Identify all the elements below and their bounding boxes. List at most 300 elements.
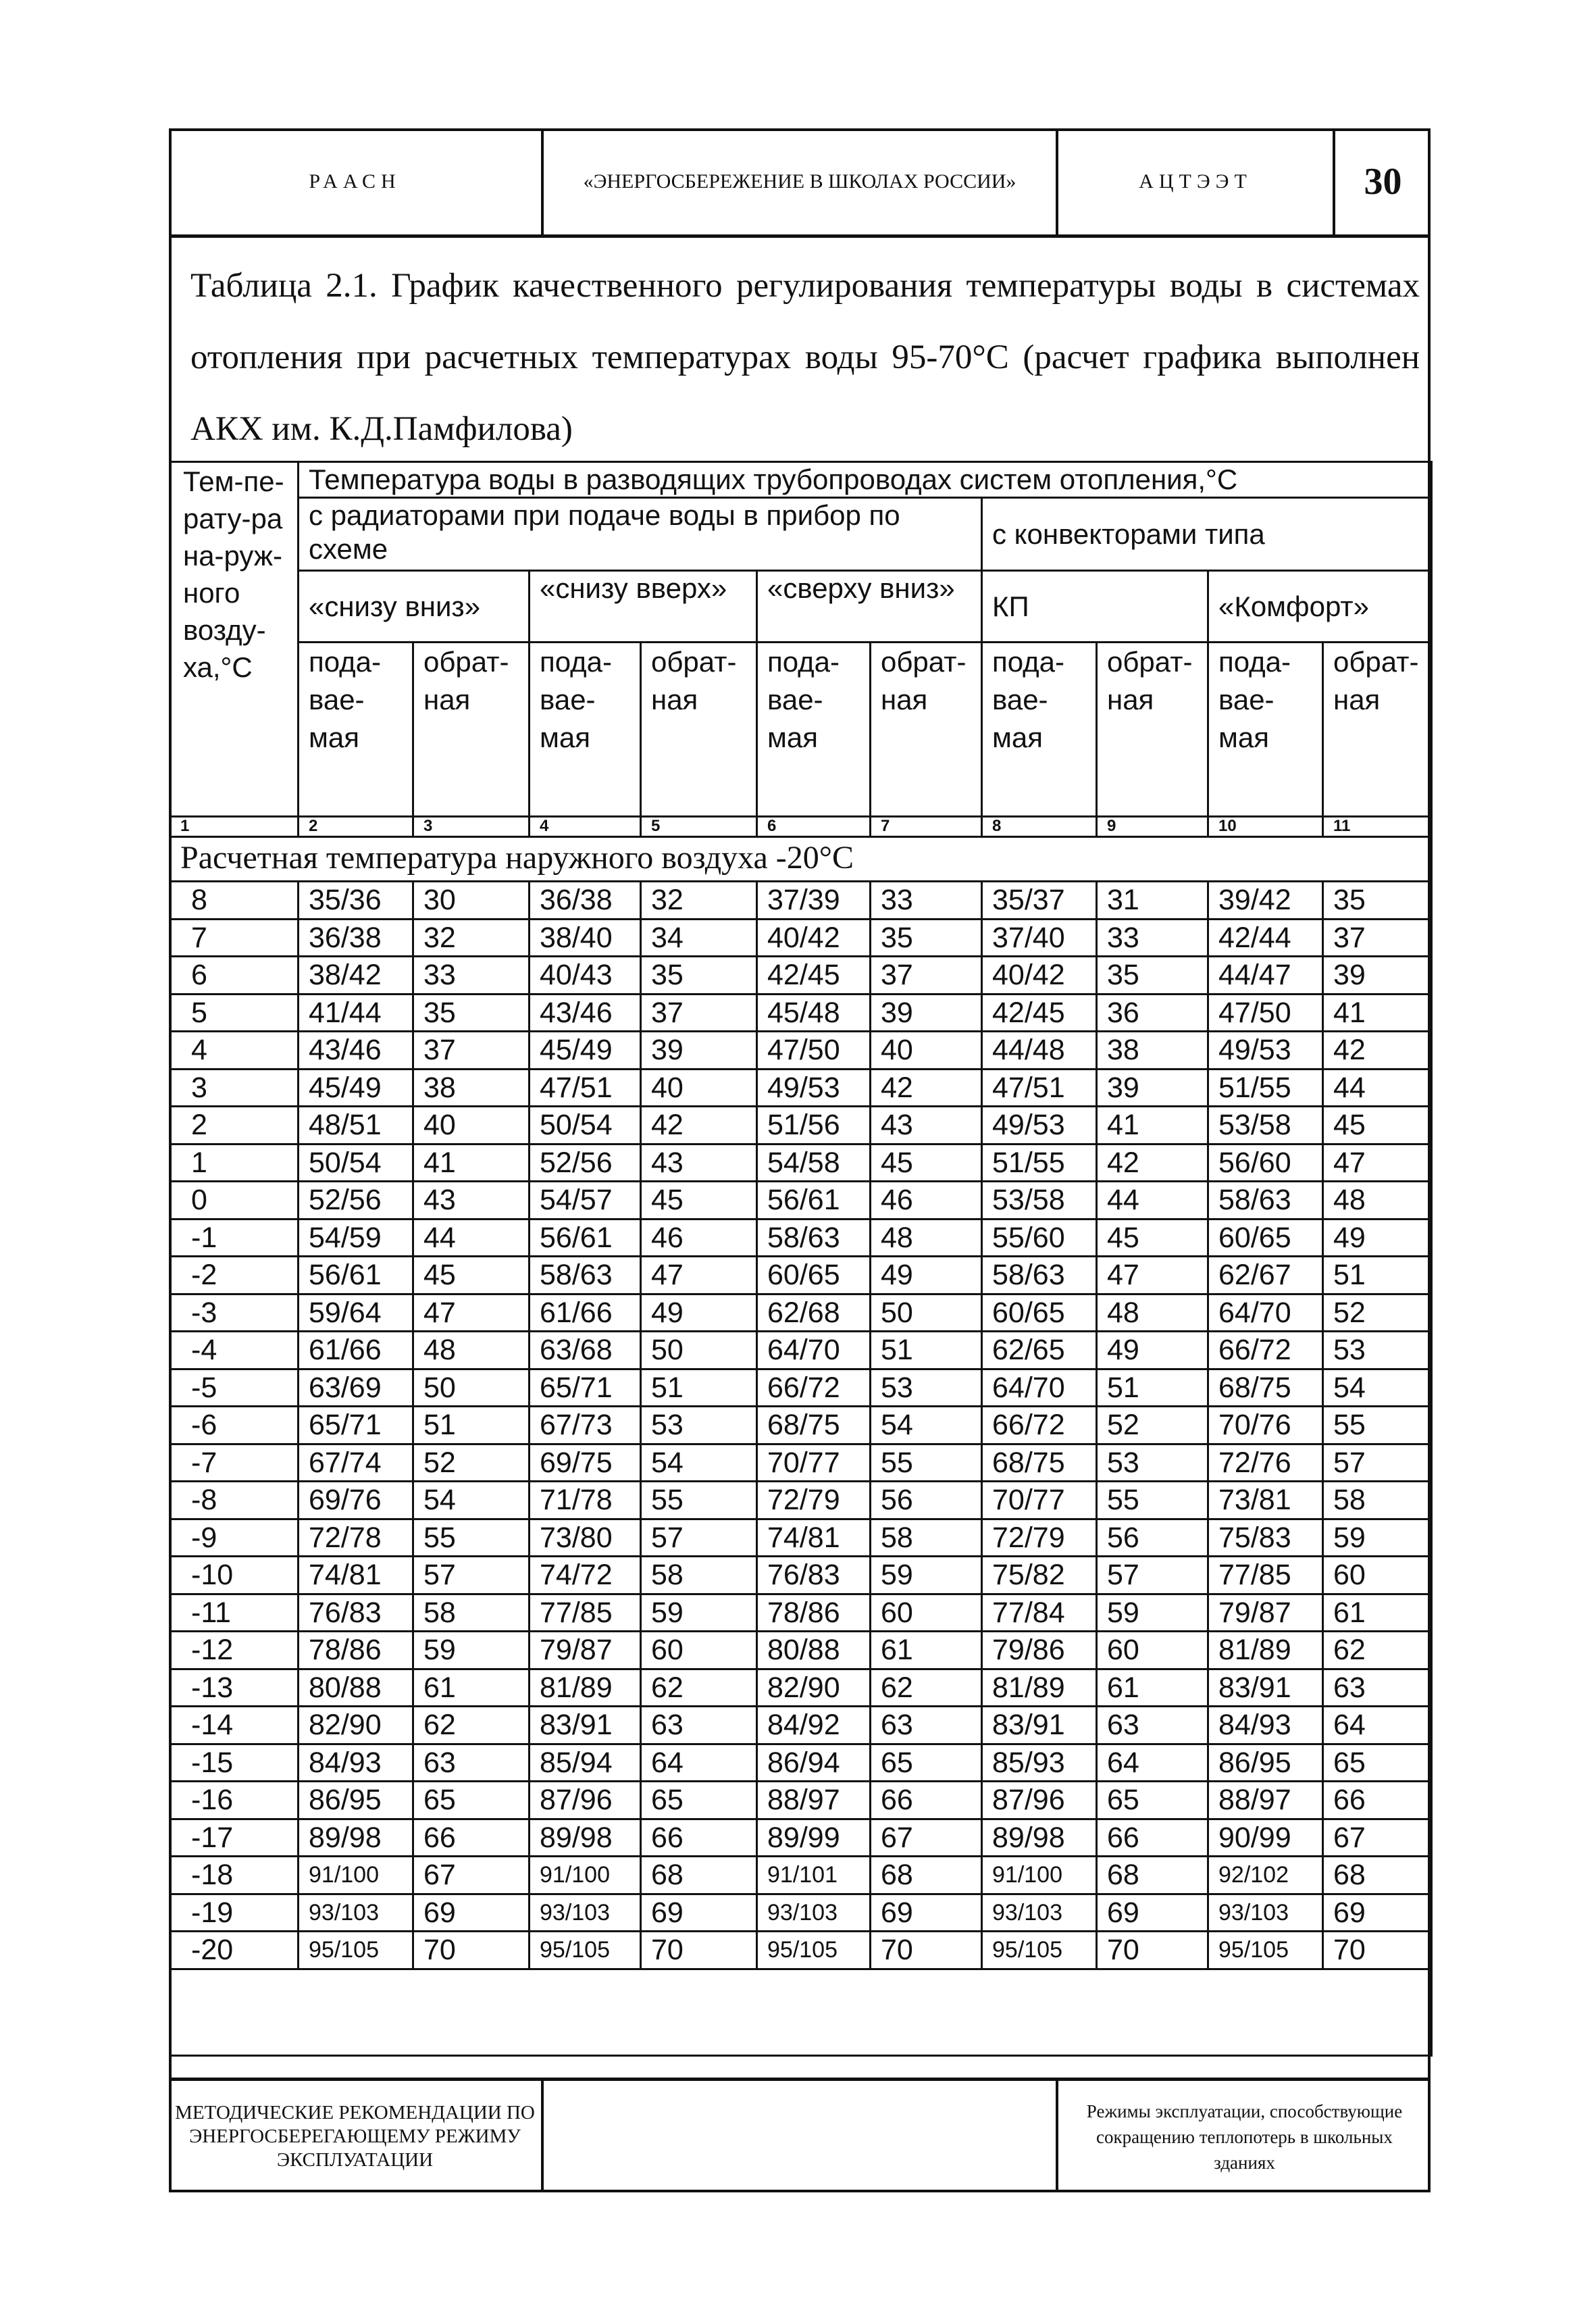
supply-header: пода-вае-мая	[1208, 643, 1323, 817]
temp-cell: 66	[641, 1819, 757, 1857]
temp-cell: 44	[1097, 1182, 1208, 1219]
table-row	[170, 1332, 1432, 1369]
temp-cell: 69/75	[530, 1444, 641, 1482]
temp-cell: 80/88	[757, 1632, 871, 1669]
outdoor-temp-cell: -17	[170, 1819, 299, 1857]
temp-cell: 55	[871, 1444, 982, 1482]
outdoor-temp-cell: -10	[170, 1557, 299, 1594]
outdoor-temp-cell: 8	[170, 882, 299, 920]
temp-cell: 51	[1097, 1369, 1208, 1407]
temp-cell: 47	[1097, 1257, 1208, 1294]
temp-cell: 37/39	[757, 882, 871, 920]
table-row	[170, 1069, 1432, 1107]
table-row	[170, 1257, 1432, 1294]
temp-cell: 61	[871, 1632, 982, 1669]
outdoor-temp-cell: -8	[170, 1482, 299, 1519]
temp-cell: 69	[871, 1894, 982, 1932]
temp-cell: 79/86	[982, 1632, 1097, 1669]
temp-cell: 35/37	[982, 882, 1097, 920]
page-header	[169, 128, 1431, 238]
temp-cell: 59	[413, 1632, 530, 1669]
temp-cell: 37	[1323, 919, 1432, 957]
temp-cell: 36/38	[299, 919, 413, 957]
temp-cell: 51	[641, 1369, 757, 1407]
temp-cell: 45	[1323, 1107, 1432, 1145]
temp-cell: 51	[871, 1332, 982, 1369]
temp-cell: 32	[413, 919, 530, 957]
temp-cell: 65	[413, 1782, 530, 1819]
sub-header-2: «снизу вверх»	[530, 571, 757, 643]
temp-cell: 70/76	[1208, 1407, 1323, 1444]
temp-cell: 72/79	[982, 1519, 1097, 1557]
temp-cell: 47/51	[982, 1069, 1097, 1107]
temp-cell: 35/36	[299, 882, 413, 920]
table-row	[170, 1294, 1432, 1332]
temp-cell: 62	[871, 1669, 982, 1707]
page-footer	[169, 2078, 1431, 2192]
temp-cell: 67	[413, 1857, 530, 1894]
temp-cell: 47	[413, 1294, 530, 1332]
temp-cell: 74/81	[299, 1557, 413, 1594]
temp-cell: 68	[1323, 1857, 1432, 1894]
temp-cell: 65/71	[299, 1407, 413, 1444]
temp-cell: 65	[871, 1744, 982, 1782]
temp-cell: 67/74	[299, 1444, 413, 1482]
table-row	[170, 1519, 1432, 1557]
temp-cell: 67	[871, 1819, 982, 1857]
temp-cell: 86/95	[299, 1782, 413, 1819]
temp-cell: 70	[871, 1932, 982, 1969]
temp-cell: 66	[1323, 1782, 1432, 1819]
temp-cell: 91/101	[757, 1857, 871, 1894]
temp-cell: 69	[641, 1894, 757, 1932]
temp-cell: 77/84	[982, 1594, 1097, 1632]
return-header: обрат-ная	[1097, 643, 1208, 817]
temp-cell: 39	[641, 1032, 757, 1070]
temp-cell: 73/81	[1208, 1482, 1323, 1519]
outdoor-temp-cell: -12	[170, 1632, 299, 1669]
temp-cell: 38	[413, 1069, 530, 1107]
temp-cell: 66/72	[982, 1407, 1097, 1444]
temp-cell: 86/95	[1208, 1744, 1323, 1782]
temp-cell: 50/54	[530, 1107, 641, 1145]
table-row	[170, 1632, 1432, 1669]
temp-cell: 30	[413, 882, 530, 920]
temp-cell: 53	[871, 1369, 982, 1407]
temp-cell: 33	[871, 882, 982, 920]
outdoor-temp-cell: -1	[170, 1219, 299, 1257]
temp-cell: 35	[871, 919, 982, 957]
table-row	[170, 1407, 1432, 1444]
temp-cell: 70	[413, 1932, 530, 1969]
temp-cell: 43	[871, 1107, 982, 1145]
temp-cell: 49	[871, 1257, 982, 1294]
temp-cell: 77/85	[530, 1594, 641, 1632]
temp-cell: 90/99	[1208, 1819, 1323, 1857]
outdoor-temp-cell: 5	[170, 994, 299, 1032]
temp-cell: 43/46	[299, 1032, 413, 1070]
temp-cell: 54/58	[757, 1144, 871, 1182]
temp-cell: 53/58	[1208, 1107, 1323, 1145]
temp-cell: 53	[1097, 1444, 1208, 1482]
table-row	[170, 1182, 1432, 1219]
table-row	[170, 994, 1432, 1032]
outdoor-temp-cell: -5	[170, 1369, 299, 1407]
temp-cell: 34	[641, 919, 757, 957]
temp-cell: 60/65	[982, 1294, 1097, 1332]
temp-cell: 91/100	[299, 1857, 413, 1894]
temp-cell: 35	[641, 957, 757, 995]
temp-cell: 95/105	[299, 1932, 413, 1969]
temp-cell: 62	[413, 1707, 530, 1744]
group-radiators-header: с радиаторами при подаче воды в прибор по схеме	[299, 498, 982, 571]
temp-cell: 48	[1097, 1294, 1208, 1332]
footer-middle	[544, 2081, 1058, 2192]
temp-cell: 42	[871, 1069, 982, 1107]
temp-cell: 50/54	[299, 1144, 413, 1182]
temp-cell: 58	[413, 1594, 530, 1632]
temp-cell: 93/103	[299, 1894, 413, 1932]
column-number: 7	[871, 817, 982, 837]
temp-cell: 36	[1097, 994, 1208, 1032]
temp-cell: 47/50	[757, 1032, 871, 1070]
temp-cell: 72/79	[757, 1482, 871, 1519]
temp-cell: 72/78	[299, 1519, 413, 1557]
temp-cell: 58	[871, 1519, 982, 1557]
temp-cell: 89/99	[757, 1819, 871, 1857]
temp-cell: 83/91	[982, 1707, 1097, 1744]
temp-cell: 47/50	[1208, 994, 1323, 1032]
temp-cell: 32	[641, 882, 757, 920]
temp-cell: 57	[1097, 1557, 1208, 1594]
temp-cell: 53	[641, 1407, 757, 1444]
temp-cell: 54/57	[530, 1182, 641, 1219]
temp-cell: 70/77	[757, 1444, 871, 1482]
temp-cell: 68/75	[982, 1444, 1097, 1482]
outdoor-temp-cell: 2	[170, 1107, 299, 1145]
temp-cell: 66	[413, 1819, 530, 1857]
temp-cell: 44	[413, 1219, 530, 1257]
return-header: обрат-ная	[413, 643, 530, 817]
temp-cell: 82/90	[757, 1669, 871, 1707]
temp-cell: 35	[413, 994, 530, 1032]
temp-cell: 49/53	[1208, 1032, 1323, 1070]
temp-cell: 49/53	[757, 1069, 871, 1107]
temp-cell: 45	[871, 1144, 982, 1182]
temp-cell: 68	[1097, 1857, 1208, 1894]
column-number: 5	[641, 817, 757, 837]
table-row	[170, 1707, 1432, 1744]
temp-cell: 83/91	[530, 1707, 641, 1744]
temp-cell: 59	[1097, 1594, 1208, 1632]
column-number-row	[170, 817, 1432, 837]
temp-cell: 60	[1097, 1632, 1208, 1669]
table-row	[170, 1744, 1432, 1782]
temp-cell: 64/70	[757, 1332, 871, 1369]
temp-cell: 46	[871, 1182, 982, 1219]
table-caption: Таблица 2.1. График качественного регулирования температуры воды в системах отопления при расчетных температурах воды 95-70°С (расчет графика выполнен АКХ им. К.Д.Памфилова)	[190, 267, 1420, 448]
temp-cell: 51	[413, 1407, 530, 1444]
supply-header: пода-вае-мая	[530, 643, 641, 817]
table-row	[170, 882, 1432, 920]
temp-cell: 82/90	[299, 1707, 413, 1744]
temp-cell: 49	[1323, 1219, 1432, 1257]
temp-cell: 95/105	[1208, 1932, 1323, 1969]
col-water-header: Температура воды в разводящих трубопроводах систем отопления,°С	[299, 462, 1432, 498]
temp-cell: 70/77	[982, 1482, 1097, 1519]
temp-cell: 33	[413, 957, 530, 995]
header-org: РААСН	[169, 128, 544, 234]
sub-header-1: «снизу вниз»	[299, 571, 530, 643]
temp-cell: 40	[641, 1069, 757, 1107]
temp-cell: 35	[1323, 882, 1432, 920]
section-title: Расчетная температура наружного воздуха -20°С	[170, 837, 1432, 882]
table-row	[170, 1782, 1432, 1819]
temp-cell: 69	[413, 1894, 530, 1932]
temp-cell: 71/78	[530, 1482, 641, 1519]
outdoor-temp-cell: 1	[170, 1144, 299, 1182]
temp-cell: 93/103	[1208, 1894, 1323, 1932]
outdoor-temp-cell: -7	[170, 1444, 299, 1482]
column-number: 4	[530, 817, 641, 837]
temp-cell: 63	[871, 1707, 982, 1744]
temp-cell: 68	[641, 1857, 757, 1894]
temp-cell: 45/49	[299, 1069, 413, 1107]
temp-cell: 70	[1097, 1932, 1208, 1969]
data-rows	[170, 882, 1432, 1969]
temp-cell: 59	[641, 1594, 757, 1632]
temp-cell: 76/83	[757, 1557, 871, 1594]
temp-cell: 52	[1097, 1407, 1208, 1444]
temp-cell: 38	[1097, 1032, 1208, 1070]
outdoor-temp-cell: -20	[170, 1932, 299, 1969]
temp-cell: 49/53	[982, 1107, 1097, 1145]
temp-cell: 64	[641, 1744, 757, 1782]
temp-cell: 50	[871, 1294, 982, 1332]
outdoor-temp-cell: 7	[170, 919, 299, 957]
temp-cell: 60/65	[757, 1257, 871, 1294]
temp-cell: 45	[641, 1182, 757, 1219]
temp-cell: 42	[1097, 1144, 1208, 1182]
temp-cell: 56	[871, 1482, 982, 1519]
table-row	[170, 1557, 1432, 1594]
temp-cell: 60	[1323, 1557, 1432, 1594]
table-row	[170, 1594, 1432, 1632]
page-number: 30	[1364, 160, 1402, 203]
temp-cell: 81/89	[982, 1669, 1097, 1707]
outdoor-temp-cell: -4	[170, 1332, 299, 1369]
temp-cell: 72/76	[1208, 1444, 1323, 1482]
temp-cell: 69/76	[299, 1482, 413, 1519]
temp-cell: 52/56	[299, 1182, 413, 1219]
temp-cell: 65	[1097, 1782, 1208, 1819]
outdoor-temp-cell: -11	[170, 1594, 299, 1632]
supply-header: пода-вае-мая	[757, 643, 871, 817]
temp-cell: 48/51	[299, 1107, 413, 1145]
temp-cell: 55	[1097, 1482, 1208, 1519]
temp-cell: 80/88	[299, 1669, 413, 1707]
table-row	[170, 1482, 1432, 1519]
column-number: 9	[1097, 817, 1208, 837]
temp-cell: 81/89	[530, 1669, 641, 1707]
temp-cell: 39	[1097, 1069, 1208, 1107]
temp-cell: 45	[1097, 1219, 1208, 1257]
supply-header: пода-вае-мая	[982, 643, 1097, 817]
temp-cell: 44	[1323, 1069, 1432, 1107]
temp-cell: 52	[1323, 1294, 1432, 1332]
col-outdoor-header: Тем-пе-рату-ра на-руж-ного возду-ха,°С	[170, 462, 299, 817]
temp-cell: 85/94	[530, 1744, 641, 1782]
temp-cell: 54/59	[299, 1219, 413, 1257]
temp-cell: 84/93	[1208, 1707, 1323, 1744]
temp-cell: 93/103	[530, 1894, 641, 1932]
outdoor-temp-cell: -16	[170, 1782, 299, 1819]
temp-cell: 40/42	[757, 919, 871, 957]
temp-cell: 62	[1323, 1632, 1432, 1669]
temp-cell: 60	[871, 1594, 982, 1632]
temp-cell: 48	[1323, 1182, 1432, 1219]
temp-cell: 95/105	[530, 1932, 641, 1969]
temp-cell: 64	[1097, 1744, 1208, 1782]
outdoor-temp-cell: 4	[170, 1032, 299, 1070]
table-row	[170, 1032, 1432, 1070]
temp-cell: 57	[1323, 1444, 1432, 1482]
temp-cell: 61	[1097, 1669, 1208, 1707]
temp-cell: 59	[871, 1557, 982, 1594]
temp-cell: 68/75	[1208, 1369, 1323, 1407]
temp-cell: 58/63	[1208, 1182, 1323, 1219]
temp-cell: 67/73	[530, 1407, 641, 1444]
temp-cell: 39	[1323, 957, 1432, 995]
temp-cell: 69	[1097, 1894, 1208, 1932]
temp-cell: 78/86	[299, 1632, 413, 1669]
temp-cell: 63	[1323, 1669, 1432, 1707]
footer-left: МЕТОДИЧЕСКИЕ РЕКОМЕНДАЦИИ ПО ЭНЕРГОСБЕРЕГАЮЩЕМУ РЕЖИМУ ЭКСПЛУАТАЦИИ	[169, 2081, 544, 2192]
temp-cell: 55	[641, 1482, 757, 1519]
temp-cell: 56/61	[299, 1257, 413, 1294]
blank-row	[170, 1969, 1432, 2055]
temp-cell: 48	[871, 1219, 982, 1257]
temp-cell: 37	[871, 957, 982, 995]
temp-cell: 63	[413, 1744, 530, 1782]
temp-cell: 93/103	[757, 1894, 871, 1932]
table-row	[170, 1932, 1432, 1969]
temp-cell: 63/68	[530, 1332, 641, 1369]
temp-cell: 38/40	[530, 919, 641, 957]
temp-cell: 84/92	[757, 1707, 871, 1744]
temp-cell: 73/80	[530, 1519, 641, 1557]
temp-cell: 45/48	[757, 994, 871, 1032]
outdoor-temp-cell: -18	[170, 1857, 299, 1894]
temp-cell: 57	[641, 1519, 757, 1557]
temp-cell: 81/89	[1208, 1632, 1323, 1669]
temp-cell: 42/45	[982, 994, 1097, 1032]
temp-cell: 51/55	[982, 1144, 1097, 1182]
temp-cell: 61	[413, 1669, 530, 1707]
temp-cell: 47/51	[530, 1069, 641, 1107]
table-row	[170, 1144, 1432, 1182]
temp-cell: 52/56	[530, 1144, 641, 1182]
table-row	[170, 1219, 1432, 1257]
temp-cell: 64/70	[1208, 1294, 1323, 1332]
temp-cell: 66	[1097, 1819, 1208, 1857]
temp-cell: 41	[413, 1144, 530, 1182]
column-number: 11	[1323, 817, 1432, 837]
temp-cell: 50	[641, 1332, 757, 1369]
header-title: «ЭНЕРГОСБЕРЕЖЕНИЕ В ШКОЛАХ РОССИИ»	[544, 128, 1058, 234]
table-row	[170, 957, 1432, 995]
temp-cell: 83/91	[1208, 1669, 1323, 1707]
table-row	[170, 1107, 1432, 1145]
temp-cell: 61/66	[530, 1294, 641, 1332]
temp-cell: 62/65	[982, 1332, 1097, 1369]
temp-cell: 58	[641, 1557, 757, 1594]
temp-cell: 59	[1323, 1519, 1432, 1557]
temp-cell: 49	[1097, 1332, 1208, 1369]
temp-cell: 85/93	[982, 1744, 1097, 1782]
temp-cell: 49	[641, 1294, 757, 1332]
temp-cell: 39	[871, 994, 982, 1032]
temp-cell: 63	[1097, 1707, 1208, 1744]
temp-cell: 52	[413, 1444, 530, 1482]
table-row	[170, 1669, 1432, 1707]
temp-cell: 36/38	[530, 882, 641, 920]
temp-cell: 43/46	[530, 994, 641, 1032]
outdoor-temp-cell: -6	[170, 1407, 299, 1444]
temp-cell: 70	[641, 1932, 757, 1969]
temp-cell: 87/96	[530, 1782, 641, 1819]
temp-cell: 43	[641, 1144, 757, 1182]
temp-cell: 54	[1323, 1369, 1432, 1407]
temp-cell: 58/63	[757, 1219, 871, 1257]
temp-cell: 54	[641, 1444, 757, 1482]
temp-cell: 88/97	[1208, 1782, 1323, 1819]
column-number: 2	[299, 817, 413, 837]
temperature-table	[169, 461, 1433, 2057]
temp-cell: 58/63	[530, 1257, 641, 1294]
outdoor-temp-cell: -3	[170, 1294, 299, 1332]
temp-cell: 41	[1097, 1107, 1208, 1145]
temp-cell: 76/83	[299, 1594, 413, 1632]
temp-cell: 91/100	[982, 1857, 1097, 1894]
temp-cell: 75/82	[982, 1557, 1097, 1594]
temp-cell: 43	[413, 1182, 530, 1219]
temp-cell: 31	[1097, 882, 1208, 920]
temp-cell: 95/105	[982, 1932, 1097, 1969]
temp-cell: 84/93	[299, 1744, 413, 1782]
temp-cell: 54	[413, 1482, 530, 1519]
temp-cell: 79/87	[1208, 1594, 1323, 1632]
temp-cell: 41/44	[299, 994, 413, 1032]
sub-header-4: КП	[982, 571, 1208, 643]
temp-cell: 53/58	[982, 1182, 1097, 1219]
temp-cell: 62	[641, 1669, 757, 1707]
temp-cell: 45	[413, 1257, 530, 1294]
temp-cell: 65	[641, 1782, 757, 1819]
column-number: 10	[1208, 817, 1323, 837]
temp-cell: 68/75	[757, 1407, 871, 1444]
outdoor-temp-cell: 3	[170, 1069, 299, 1107]
column-number: 6	[757, 817, 871, 837]
return-header: обрат-ная	[641, 643, 757, 817]
blank-cell	[170, 1969, 1432, 2055]
outdoor-temp-cell: -14	[170, 1707, 299, 1744]
temp-cell: 54	[871, 1407, 982, 1444]
outdoor-temp-cell: -13	[170, 1669, 299, 1707]
temp-cell: 60/65	[1208, 1219, 1323, 1257]
temp-cell: 50	[413, 1369, 530, 1407]
temp-cell: 66	[871, 1782, 982, 1819]
